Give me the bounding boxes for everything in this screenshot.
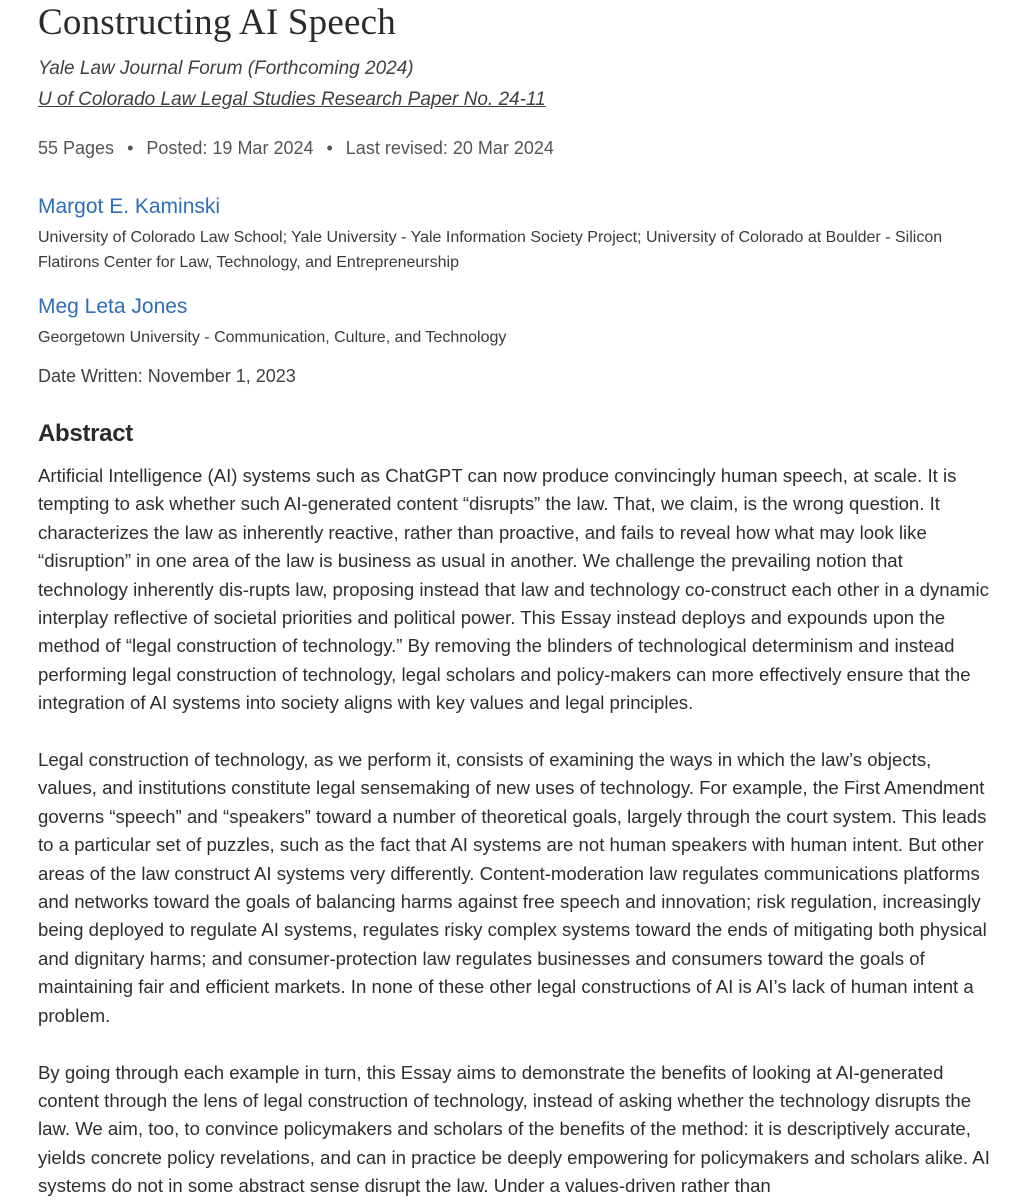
research-paper-series-link[interactable]: U of Colorado Law Legal Studies Research Paper No. 24-11 bbox=[38, 89, 546, 110]
author-affiliation: Georgetown University - Communication, Culture, and Technology bbox=[38, 329, 507, 346]
posted-date: Posted: 19 Mar 2024 bbox=[146, 138, 314, 158]
author-affiliation: University of Colorado Law School; Yale University - Yale Information Society Project; University of Colorado at Boulder - Silicon Flatirons Center for Law, Technology, and Entrepreneurship bbox=[38, 229, 943, 271]
revised-date: Last revised: 20 Mar 2024 bbox=[345, 138, 554, 158]
abstract-heading: Abstract bbox=[38, 420, 133, 447]
author-name-link[interactable]: Margot E. Kaminski bbox=[38, 195, 221, 218]
separator-dot-icon: • bbox=[127, 138, 134, 158]
abstract-body bbox=[38, 462, 993, 1200]
abstract-paragraph: Legal construction of technology, as we perform it, consists of examining the ways in which the law’s objects, values, and institutions constitute legal sensemaking of new uses of technology. For example, the First Amendment governs “speech” and “speakers” toward a number of theoretical goals, largely through the court system. This leads to a particular set of puzzles, such as the fact that AI systems are not human speakers with human intent. But other areas of the law construct AI systems very differently. Content-moderation law regulates communications platforms and networks toward the goals of balancing harms against free speech and innovation; risk regulation, increasingly being deployed to regulate AI systems, regulates risky complex systems toward the ends of mitigating both physical and dignitary harms; and consumer-protection law regulates businesses and consumers toward the goals of maintaining fair and efficient markets. In none of these other legal constructions of AI is AI’s lack of human intent a problem. bbox=[38, 749, 987, 1026]
date-written: Date Written: November 1, 2023 bbox=[38, 366, 296, 386]
page-count: 55 Pages bbox=[38, 138, 115, 158]
paper-title: Constructing AI Speech bbox=[38, 2, 396, 43]
abstract-paragraph: Artificial Intelligence (AI) systems such as ChatGPT can now produce convincingly human speech, at scale. It is tempting to ask whether such AI-generated content “disrupts” the law. That, we claim, is the wrong question. It characterizes the law as inherently reactive, rather than proactive, and fails to reveal how what may look like “disruption” in one area of the law is business as usual in another. We challenge the prevailing notion that technology inherently dis-rupts law, proposing instead that law and technology co-construct each other in a dynamic interplay reflective of societal priorities and political power. This Essay instead deploys and expounds upon the method of “legal construction of technology.” By removing the blinders of technological determinism and instead performing legal construction of technology, legal scholars and policy-makers can more effectively ensure that the integration of AI systems into society aligns with key values and legal principles. bbox=[38, 465, 989, 714]
paper-meta bbox=[38, 138, 554, 159]
abstract-paragraph: By going through each example in turn, this Essay aims to demonstrate the benefits of looking at AI-generated content through the lens of legal construction of technology, instead of asking whether the technology disrupts the law. We aim, too, to convince policymakers and scholars of the benefits of the method: it is descriptively accurate, yields concrete policy revelations, and can in practice be deeply empowering for policymakers and scholars alike. AI systems do not in some abstract sense disrupt the law. Under a values-driven rather than bbox=[38, 1061, 990, 1197]
journal-citation: Yale Law Journal Forum (Forthcoming 2024) bbox=[38, 58, 414, 79]
author-name-link[interactable]: Meg Leta Jones bbox=[38, 295, 188, 318]
separator-dot-icon: • bbox=[326, 138, 333, 158]
